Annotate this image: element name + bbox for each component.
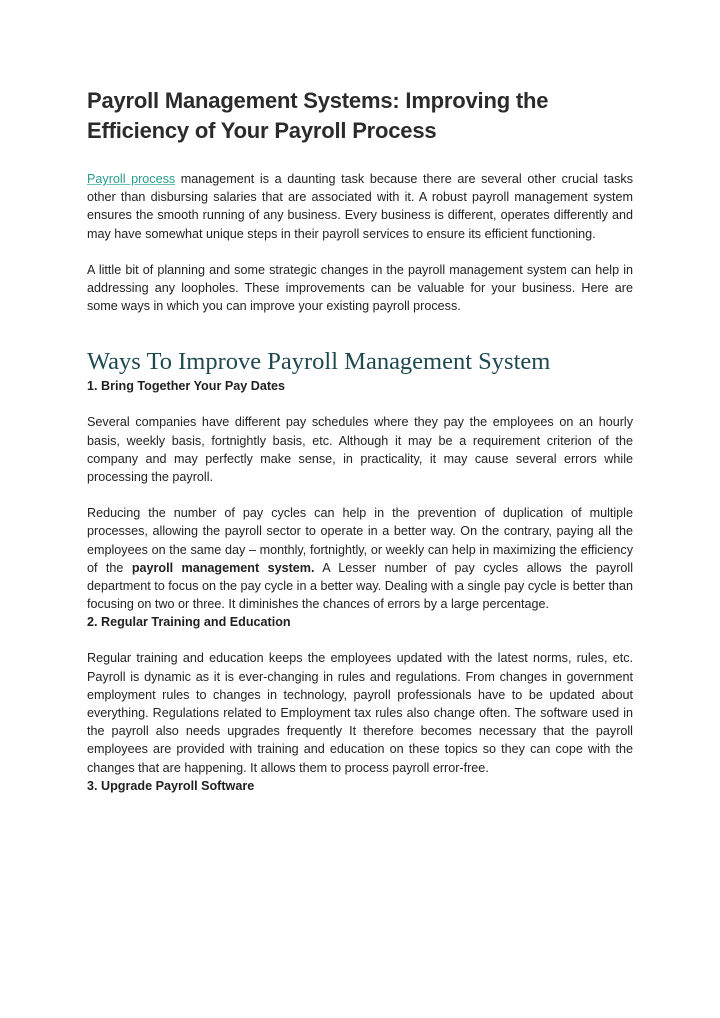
training-paragraph: Regular training and education keeps the employees updated with the latest norms, rules, etc. Payroll is dynamic as it is ever-changing in rules and regulations. From changes in government employment rules to changes in technology, payroll professionals have to be updated about everything. Regulations related to Employment tax rules also change often. The software used in the payroll also needs upgrades frequently It therefore becomes necessary that the payroll employees are provided with training and education on these topics so they can cope with the changes that are happening. It allows them to process payroll error-free. [87,651,633,775]
intro-paragraph-2: A little bit of planning and some strategic changes in the payroll management system can help in addressing any loopholes. These improvements can be valuable for your business. Here are some ways in which you can improve your existing payroll process. [87,262,633,314]
page-title: Payroll Management Systems: Improving the Efficiency of Your Payroll Process [87,88,549,143]
pay-dates-paragraph-2 [87,504,633,613]
document-page [87,86,633,795]
section-heading: Ways To Improve Payroll Management System [87,348,551,376]
intro-paragraph-1-text: management is a daunting task because there are several other crucial tasks other than disbursing salaries that are associated with it. A robust payroll management system ensures the smooth running of any business. Every business is different, operates differently and may have somewhat unique steps in their payroll services to ensure its efficient functioning. [87,172,634,241]
pay-dates-paragraph-2-end: A Lesser number of pay cycles allows the payroll department to focus on the pay cycle in a better way. Dealing with a single pay cycle is better than focusing on two or three. It diminishes the chances of errors by a large percentage. [87,560,633,612]
subheading-pay-dates: 1. Bring Together Your Pay Dates [87,379,286,394]
subheading-training: 2. Regular Training and Education [87,615,291,630]
subheading-upgrade-software: 3. Upgrade Payroll Software [87,778,255,793]
payroll-management-system-emphasis: payroll management system. [131,560,315,575]
pay-dates-paragraph-2-start: Reducing the number of pay cycles can help in the prevention of duplication of multiple processes, allowing the payroll sector to operate in a better way. On the contrary, paying all the employees on the same day – monthly, fortnightly, or weekly can help in maximizing the efficiency of the [87,506,633,575]
intro-paragraph-1 [87,170,633,243]
pay-dates-paragraph-1: Several companies have different pay schedules where they pay the employees on an hourly basis, weekly basis, fortnightly basis, etc. Although it may be a requirement criterion of the company and may perfectly make sense, in practicality, it may cause several errors while processing the payroll. [87,415,633,485]
payroll-process-link[interactable]: Payroll process [87,172,176,186]
